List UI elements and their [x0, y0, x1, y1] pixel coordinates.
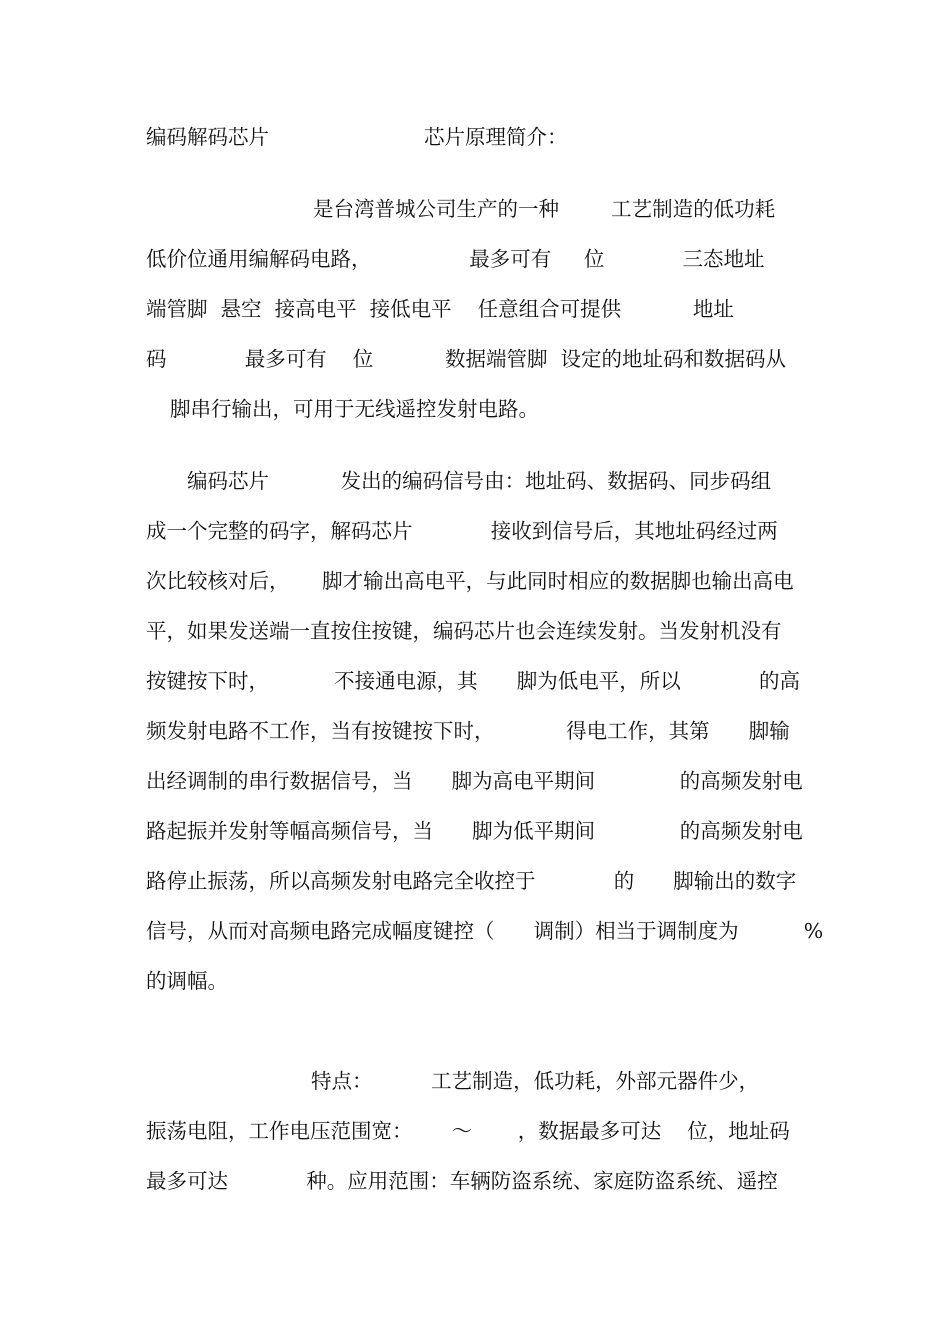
para2-line-6: 频发射电路不工作，当有按键按下时， 得电工作，其第 脚输: [146, 719, 790, 743]
para2-line-9: 路停止振荡，所以高频发射电路完全收控于 的 脚输出的数字: [146, 869, 797, 893]
para2-line-2: 成一个完整的码字，解码芯片 接收到信号后，其地址码经过两: [146, 519, 778, 543]
para3-line-2: 振荡电阻，工作电压范围宽： ～ ，数据最多可达 位，地址码: [146, 1119, 790, 1143]
para2-line-3: 次比较核对后， 脚才输出高电平，与此同时相应的数据脚也输出高电: [146, 569, 794, 593]
para2-line-10: 信号，从而对高频电路完成幅度键控（ 调制）相当于调制度为 %: [146, 919, 824, 943]
heading-right: 芯片原理简介：: [424, 125, 568, 149]
para1-line-1: 是台湾普城公司生产的一种 工艺制造的低功耗: [313, 197, 776, 221]
para1-line-3: 端管脚 悬空 接高电平 接低电平 任意组合可提供 地址: [146, 297, 734, 321]
para2-line-7: 出经调制的串行数据信号，当 脚为高电平期间 的高频发射电: [146, 769, 803, 793]
para1-line-4: 码 最多可有 位 数据端管脚 设定的地址码和数据码从: [146, 347, 786, 371]
para2-line-8: 路起振并发射等幅高频信号，当 脚为低平期间 的高频发射电: [146, 819, 803, 843]
heading-left: 编码解码芯片: [146, 125, 269, 149]
para2-line-5: 按键按下时， 不接通电源，其 脚为低电平，所以 的高: [146, 669, 800, 693]
para3-line-1: 特点： 工艺制造，低功耗，外部元器件少，: [311, 1069, 760, 1093]
para1-line-2: 低价位通用编解码电路， 最多可有 位 三态地址: [146, 247, 765, 271]
para2-line-11: 的调幅。: [146, 969, 228, 993]
para3-line-3: 最多可达 种。应用范围：车辆防盗系统、家庭防盗系统、遥控: [146, 1169, 778, 1193]
para2-line-4: 平，如果发送端一直按住按键，编码芯片也会连续发射。当发射机没有: [146, 619, 782, 643]
para2-line-1: 编码芯片 发出的编码信号由：地址码、数据码、同步码组: [187, 469, 772, 493]
para1-line-5: 脚串行输出，可用于无线遥控发射电路。: [170, 397, 539, 421]
